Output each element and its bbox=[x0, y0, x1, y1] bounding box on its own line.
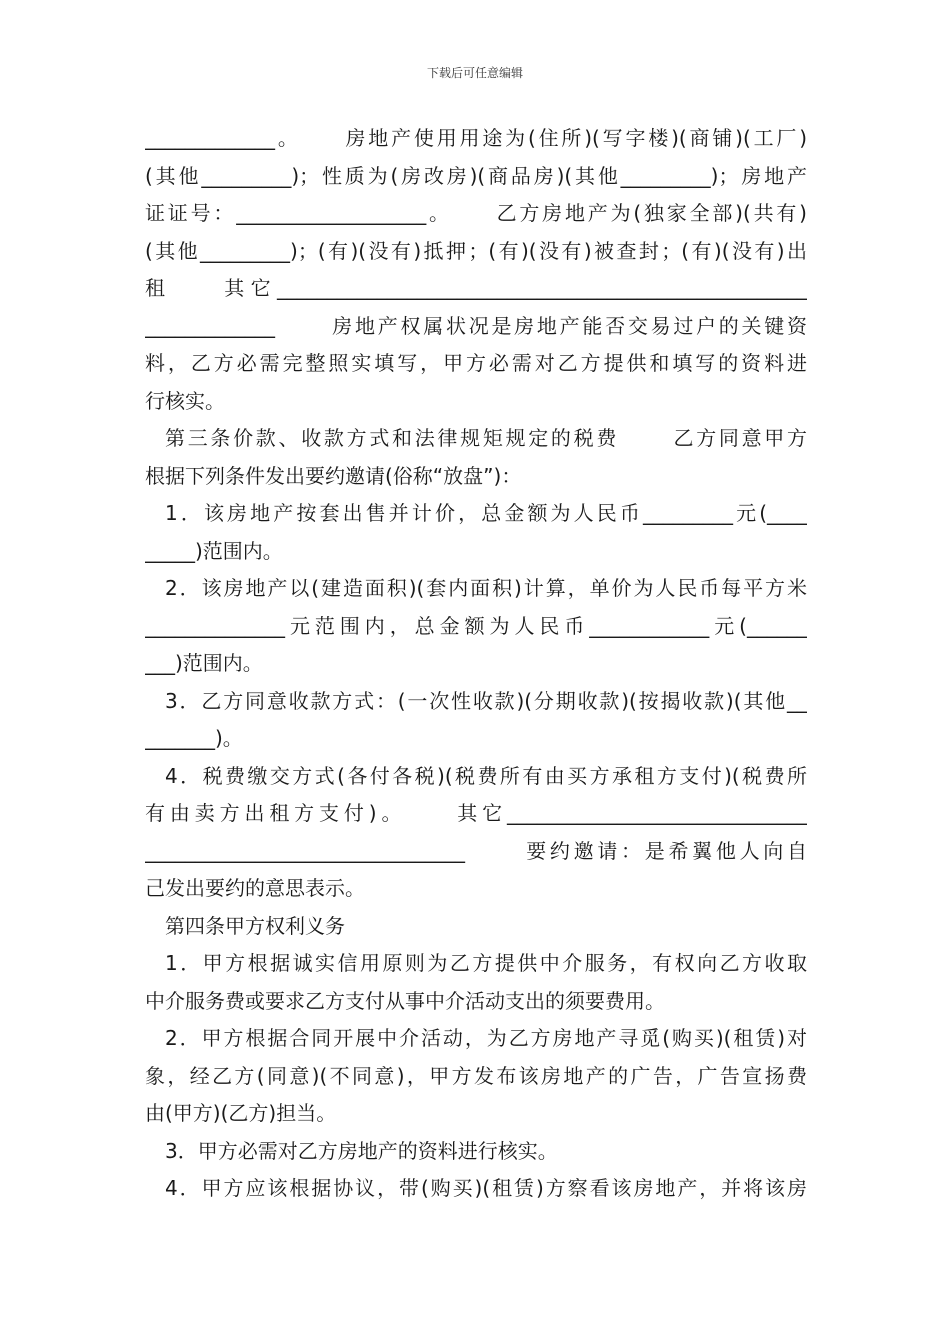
text-line: _____________ 房地产权属状况是房地产能否交易过户的关键资 bbox=[145, 313, 807, 338]
text-line: _______)。 bbox=[145, 726, 243, 750]
section-heading-line: 第四条甲方权利义务 bbox=[165, 913, 345, 938]
text-line: ___)范围内。 bbox=[145, 651, 263, 675]
clause-line: 3．乙方同意收款方式：(一次性收款)(分期收款)(按揭收款)(其他__ bbox=[165, 688, 807, 713]
clause-line: 1．甲方根据诚实信用原则为乙方提供中介服务，有权向乙方收取 bbox=[165, 951, 807, 975]
page-header-note: 下载后可任意编辑 bbox=[426, 66, 523, 80]
text-line: ______________元范围内，总金额为人民币____________元(______ bbox=[145, 613, 807, 638]
text-line: 由(甲方)(乙方)担当。 bbox=[145, 1101, 337, 1125]
text-line: 证证号：___________________。 乙方房地产为(独家全部)(共有) bbox=[145, 201, 807, 225]
text-line: (其他_________)；性质为(房改房)(商品房)(其他_________)；房地产 bbox=[145, 163, 807, 188]
section-heading-line: 第三条价款、收款方式和法律规矩规定的税费 乙方同意甲方 bbox=[165, 426, 807, 450]
clause-line: 2．该房地产以(建造面积)(套内面积)计算，单价为人民币每平方米 bbox=[165, 576, 807, 600]
text-line: 有由卖方出租方支付)。 其它______________________________ bbox=[145, 801, 807, 825]
contract-body-text bbox=[145, 120, 807, 1208]
text-line: 象，经乙方(同意)(不同意)，甲方发布该房地产的广告，广告宣扬费 bbox=[145, 1063, 807, 1088]
clause-line: 3．甲方必需对乙方房地产的资料进行核实。 bbox=[165, 1138, 558, 1163]
text-line: 料，乙方必需完整照实填写，甲方必需对乙方提供和填写的资料进 bbox=[145, 351, 807, 375]
text-line: 行核实。 bbox=[145, 388, 225, 413]
text-line: (其他_________)；(有)(没有)抵押；(有)(没有)被查封；(有)(没有)出 bbox=[145, 238, 807, 263]
text-line: _____________。 房地产使用用途为(住所)(写字楼)(商铺)(工厂) bbox=[145, 126, 807, 150]
clause-line: 2．甲方根据合同开展中介活动，为乙方房地产寻觅(购买)(租赁)对 bbox=[165, 1026, 807, 1050]
clause-line: 4．税费缴交方式(各付各税)(税费所有由买方承租方支付)(税费所 bbox=[165, 763, 807, 788]
text-line: _____)范围内。 bbox=[145, 538, 283, 563]
clause-line: 4．甲方应该根据协议，带(购买)(租赁)方察看该房地产，并将该房 bbox=[165, 1176, 807, 1200]
text-line: 己发出要约的意思表示。 bbox=[145, 876, 365, 900]
text-line: 根据下列条件发出要约邀请(俗称“放盘”)： bbox=[145, 463, 522, 488]
text-line: ________________________________ 要约邀请：是希翼他人向自 bbox=[145, 838, 807, 863]
clause-line: 1．该房地产按套出售并计价，总金额为人民币_________元(____ bbox=[165, 501, 807, 525]
text-line: 租 其它_____________________________________________________ bbox=[145, 276, 807, 300]
text-line: 中介服务费或要求乙方支付从事中介活动支出的须要费用。 bbox=[145, 988, 665, 1013]
